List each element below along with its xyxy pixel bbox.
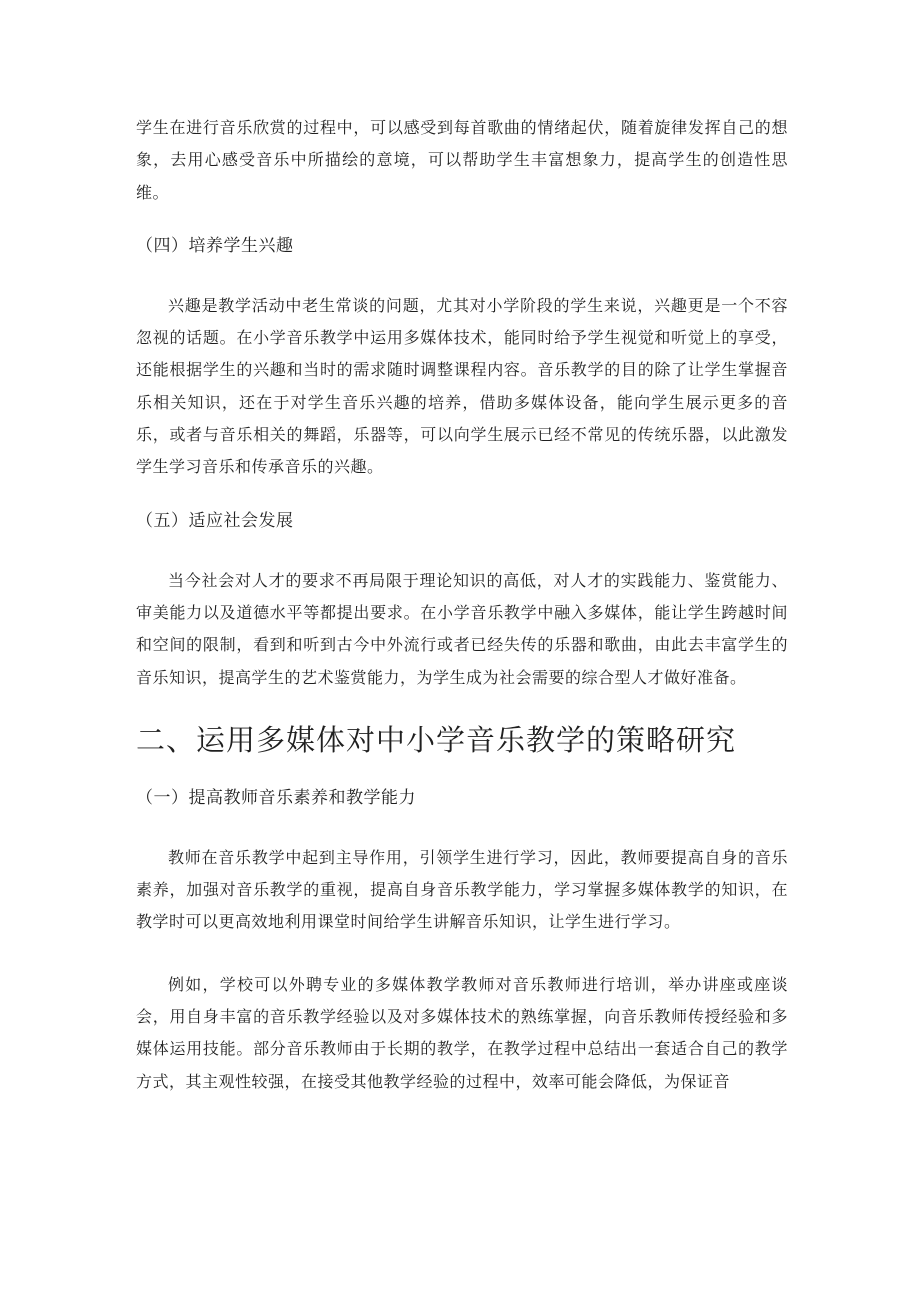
heading-cultivate-interest: （四）培养学生兴趣 [136,235,294,256]
paragraph-example: 例如，学校可以外聘专业的多媒体教学教师对音乐教师进行培训，举办讲座或座谈会，用自身丰富的音乐教学经验以及对多媒体技术的熟练掌握，向音乐教师传授经验和多媒体运用技能。部分音乐教师由于长期的教学，在教学过程中总结出一套适合自己的教学方式，其主观性较强，在接受其他教学经验的过程中，效率可能会降低，为保证音 [136,974,788,1091]
paragraph-imagination: 学生在进行音乐欣赏的过程中，可以感受到每首歌曲的情绪起伏，随着旋律发挥自己的想象，去用心感受音乐中所描绘的意境，可以帮助学生丰富想象力，提高学生的创造性思维。 [136,118,788,202]
paragraph-interest: 兴趣是教学活动中老生常谈的问题，尤其对小学阶段的学生来说，兴趣更是一个不容忽视的话题。在小学音乐教学中运用多媒体技术，能同时给予学生视觉和听觉上的享受，还能根据学生的兴趣和当时的需求随时调整课程内容。音乐教学的目的除了让学生掌握音乐相关知识，还在于对学生音乐兴趣的培养，借助多媒体设备，能向学生展示更多的音乐，或者与音乐相关的舞蹈，乐器等，可以向学生展示已经不常见的传统乐器，以此激发学生学习音乐和传承音乐的兴趣。 [136,295,788,477]
heading-teacher-ability: （一）提高教师音乐素养和教学能力 [136,787,416,808]
section-heading-strategy: 二、运用多媒体对中小学音乐教学的策略研究 [136,722,737,757]
document-page [136,112,788,1098]
paragraph-society: 当今社会对人才的要求不再局限于理论知识的高低，对人才的实践能力、鉴赏能力、审美能力以及道德水平等都提出要求。在小学音乐教学中融入多媒体，能让学生跨越时间和空间的限制，看到和听到古今中外流行或者已经失传的乐器和歌曲，由此去丰富学生的音乐知识，提高学生的艺术鉴赏能力，为学生成为社会需要的综合型人才做好准备。 [136,570,788,687]
heading-adapt-society: （五）适应社会发展 [136,510,294,531]
paragraph-teacher: 教师在音乐教学中起到主导作用，引领学生进行学习，因此，教师要提高自身的音乐素养，加强对音乐教学的重视，提高自身音乐教学能力，学习掌握多媒体教学的知识，在教学时可以更高效地利用课堂时间给学生讲解音乐知识，让学生进行学习。 [136,847,788,932]
